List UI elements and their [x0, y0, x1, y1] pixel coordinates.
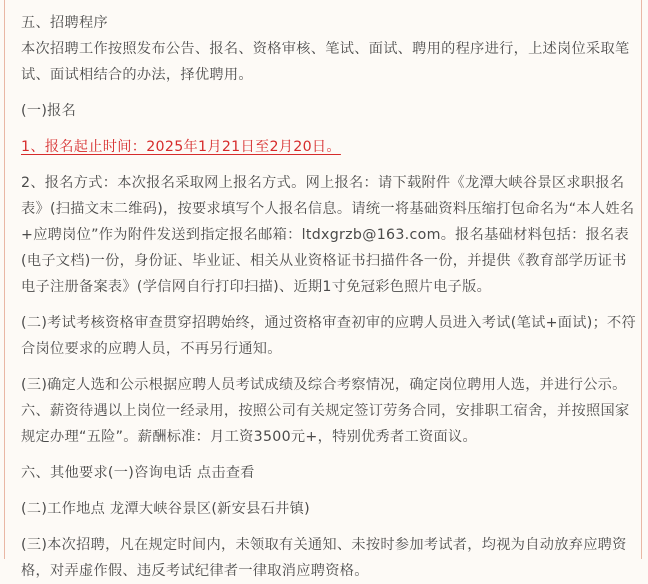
- section-title-other-requirements: 六、其他要求(一)咨询电话 点击查看: [21, 465, 255, 481]
- selection-and-salary-paragraph: (三)确定人选和公示根据应聘人员考试成绩及综合考察情况，确定岗位聘用人选，并进行公示。六、薪资待遇以上岗位一经录用，按照公司有关规定签订劳务合同，安排职工宿舍，并按照国家规定办理“五险”。薪酬标准：月工资3500元+，特别优秀者工资面议。: [21, 377, 630, 445]
- section-title-procedure: 五、招聘程序: [21, 15, 108, 31]
- qualification-review-paragraph: (二)考试考核资格审查贯穿招聘始终，通过资格审查初审的应聘人员进入考试(笔试+面试)；不符合岗位要求的应聘人员，不再另行通知。: [21, 315, 637, 357]
- registration-method-paragraph: 2、报名方式：本次报名采取网上报名方式。网上报名：请下载附件《龙潭大峡谷景区求职报名表》(扫描文末二维码)，按要求填写个人报名信息。请统一将基础资料压缩打包命名为“本人姓名+应聘岗位”作为附件发送到指定报名邮箱：ltdxgrzb@163.com。报名基础材料包括：报名表(电子文档)一份，身份证、毕业证、相关从业资格证书扫描件各一份，并提供《教育部学历证书电子注册备案表》(学信网自行打印扫描)、近期1寸免冠彩色照片电子版。: [21, 175, 635, 295]
- article-frame: [4, 0, 642, 579]
- subsection-title-registration: (一)报名: [21, 103, 77, 119]
- recruitment-rules-paragraph: (三)本次招聘，凡在规定时间内，未领取有关通知、未按时参加考试者，均视为自动放弃应聘资格，对弄虚作假、违反考试纪律者一律取消应聘资格。: [21, 537, 627, 579]
- registration-deadline: 1、报名起止时间：2025年1月21日至2月20日。: [21, 139, 341, 155]
- work-location-paragraph: (二)工作地点 龙潭大峡谷景区(新安县石井镇): [21, 501, 310, 517]
- procedure-paragraph: 本次招聘工作按照发布公告、报名、资格审核、笔试、面试、聘用的程序进行，上述岗位采取笔试、面试相结合的办法，择优聘用。: [21, 41, 630, 83]
- article-content: [21, 10, 639, 584]
